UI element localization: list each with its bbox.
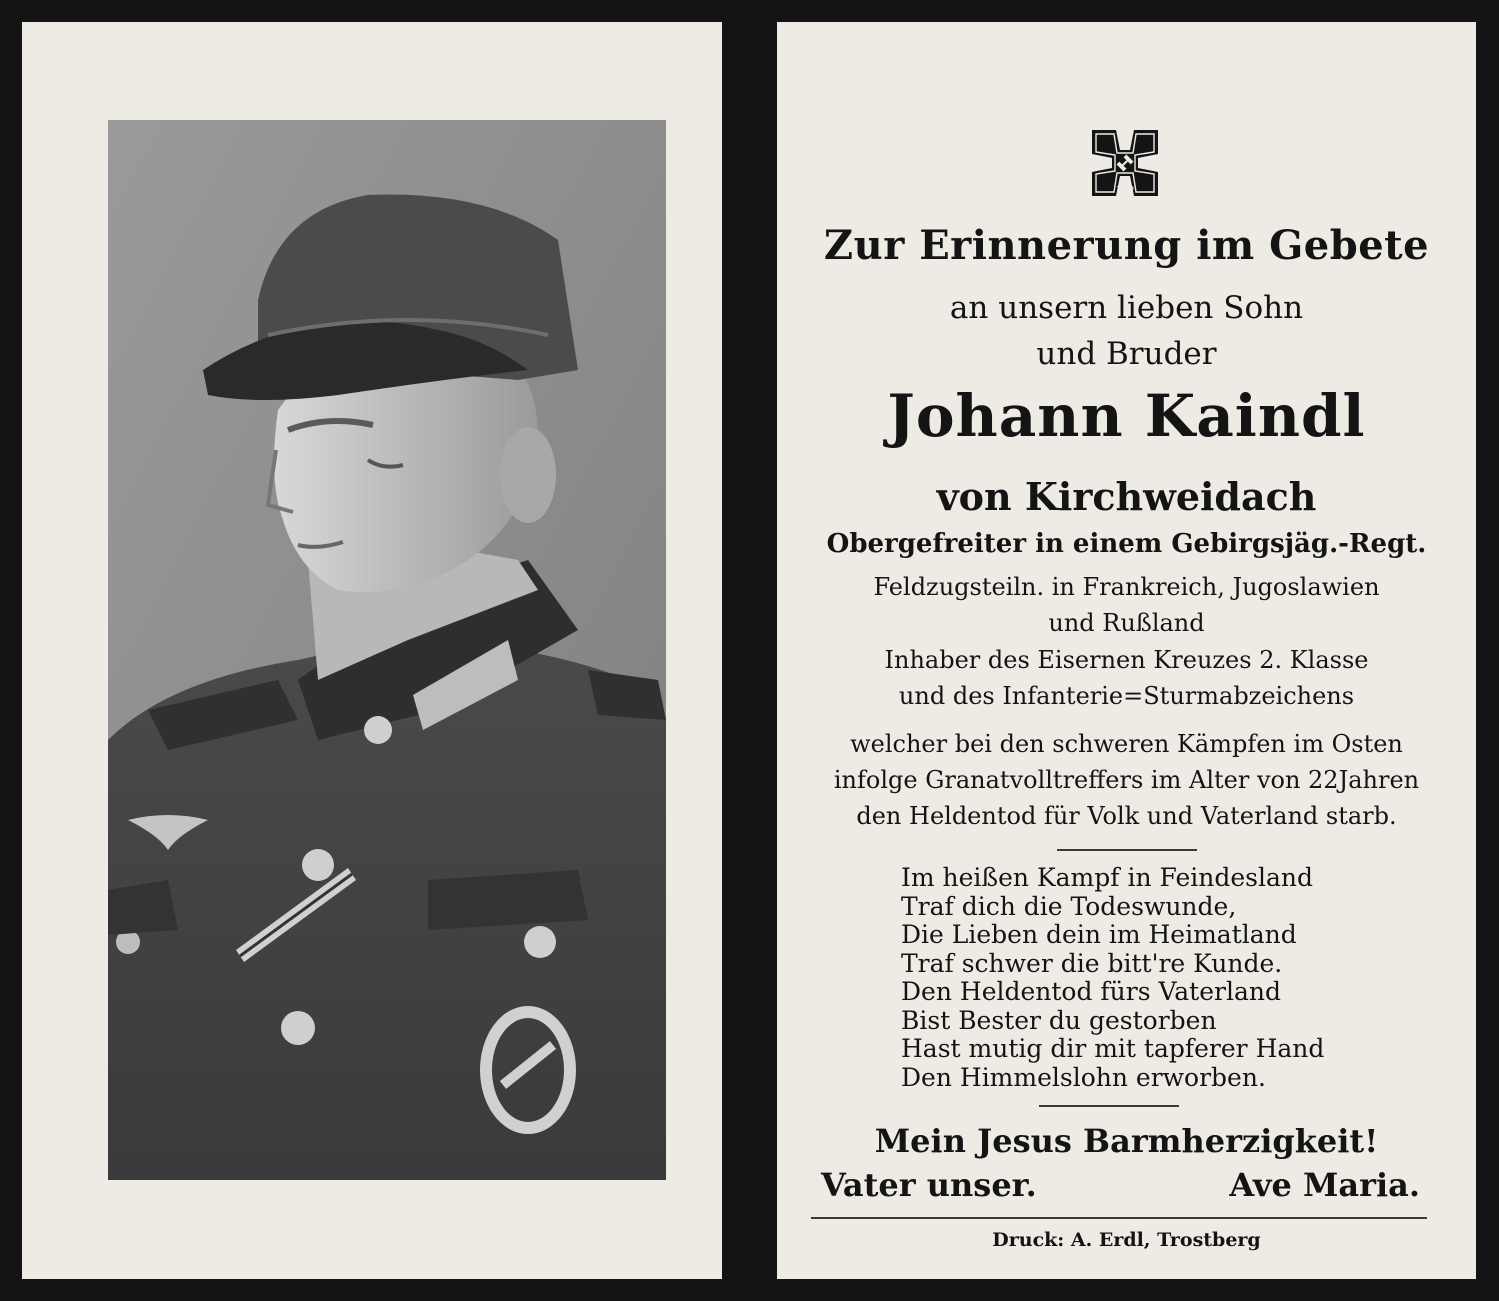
death-line-3: den Heldentod für Volk und Vaterland starb. [856, 802, 1397, 830]
divider-bottom [1039, 1105, 1179, 1107]
iron-cross-icon [1086, 124, 1164, 202]
card-heading: Zur Erinnerung im Gebete [823, 222, 1430, 269]
military-rank: Obergefreiter in einem Gebirgsjäg.-Regt. [826, 529, 1427, 559]
verse-line: Im heißen Kampf in Feindesland [901, 863, 1313, 892]
verse-line: Traf dich die Todeswunde, [901, 891, 1237, 921]
divider-top [1057, 849, 1197, 851]
prayer-ave-maria: Ave Maria. [1229, 1166, 1420, 1204]
honors-line-2: und des Infanterie=Sturmabzeichens [898, 682, 1355, 710]
intro-line-1: an unsern lieben Sohn [949, 290, 1304, 326]
hometown: von Kirchweidach [936, 474, 1317, 519]
death-line-2: infolge Granatvolltreffers im Alter von 22Jahren [833, 766, 1420, 794]
honors-line-1: Inhaber des Eisernen Kreuzes 2. Klasse [884, 646, 1369, 674]
right-panel [777, 22, 1476, 1279]
verse-line: Den Heldentod fürs Vaterland [901, 977, 1281, 1006]
service-line-2: und Rußland [1048, 609, 1205, 637]
prayer-heading: Mein Jesus Barmherzigkeit! [874, 1122, 1379, 1160]
cross-year: 1939 [1116, 185, 1134, 193]
portrait-illustration [108, 120, 666, 1180]
deceased-name: Johann Kaindl [887, 382, 1366, 450]
verse-line: Den Himmelslohn erworben. [901, 1062, 1266, 1092]
printer-imprint: Druck: A. Erdl, Trostberg [992, 1229, 1261, 1251]
left-panel [22, 22, 722, 1279]
death-line-1: welcher bei den schweren Kämpfen im Osten [850, 730, 1403, 758]
verse-line: Hast mutig dir mit tapferer Hand [901, 1034, 1325, 1063]
intro-line-2: und Bruder [1036, 336, 1217, 372]
verse-line: Die Lieben dein im Heimatland [901, 920, 1297, 949]
soldier-portrait-photo [108, 120, 666, 1180]
prayer-vater-unser: Vater unser. [821, 1166, 1037, 1204]
verse-line: Traf schwer die bitt're Kunde. [901, 948, 1283, 978]
verse-line: Bist Bester du gestorben [901, 1005, 1217, 1035]
footer-rule [811, 1217, 1427, 1219]
memorial-verse [901, 864, 1324, 1092]
service-line-1: Feldzugsteiln. in Frankreich, Jugoslawien [873, 573, 1380, 601]
